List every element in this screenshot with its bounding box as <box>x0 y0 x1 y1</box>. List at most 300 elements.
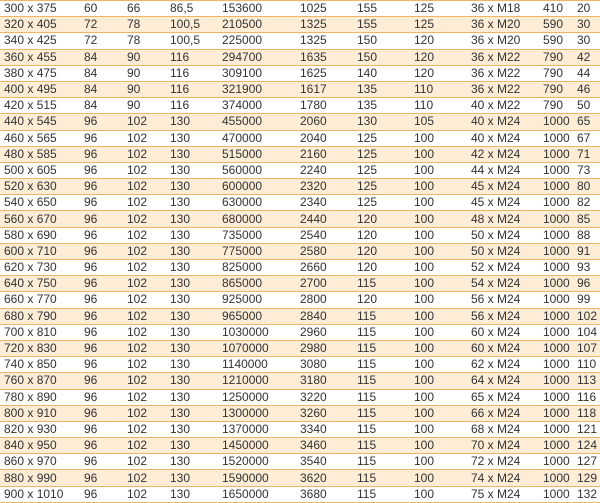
table-cell: 3220 <box>296 389 353 405</box>
table-cell: 100 <box>410 260 467 276</box>
table-cell: 20 <box>573 1 600 17</box>
table-cell: 102 <box>123 292 166 308</box>
table-cell: 1520000 <box>218 454 296 470</box>
table-cell: 96 <box>80 421 123 437</box>
table-cell: 1000 <box>539 486 573 502</box>
table-cell: 102 <box>123 114 166 130</box>
table-cell: 925000 <box>218 292 296 308</box>
table-cell: 1370000 <box>218 421 296 437</box>
table-cell: 620 x 730 <box>0 260 80 276</box>
table-cell: 99 <box>573 292 600 308</box>
table-cell: 740 x 850 <box>0 357 80 373</box>
table-row <box>0 373 600 389</box>
table-cell: 96 <box>80 227 123 243</box>
table-row <box>0 179 600 195</box>
table-body <box>0 1 600 503</box>
table-cell: 2580 <box>296 243 353 259</box>
table-cell: 100,5 <box>166 33 218 49</box>
table-cell: 130 <box>166 324 218 340</box>
table-cell: 420 x 515 <box>0 98 80 114</box>
table-cell: 865000 <box>218 276 296 292</box>
table-cell: 2160 <box>296 146 353 162</box>
table-cell: 120 <box>410 33 467 49</box>
table-row <box>0 438 600 454</box>
table-cell: 630000 <box>218 195 296 211</box>
table-cell: 900 x 1010 <box>0 486 80 502</box>
table-cell: 2980 <box>296 340 353 356</box>
table-row <box>0 146 600 162</box>
table-cell: 40 x M22 <box>467 98 539 114</box>
table-cell: 130 <box>166 146 218 162</box>
table-cell: 65 x M24 <box>467 389 539 405</box>
table-cell: 115 <box>353 308 410 324</box>
table-cell: 56 x M24 <box>467 308 539 324</box>
table-cell: 3180 <box>296 373 353 389</box>
table-cell: 155 <box>353 17 410 33</box>
table-cell: 42 x M24 <box>467 146 539 162</box>
table-cell: 3540 <box>296 454 353 470</box>
table-cell: 72 <box>80 17 123 33</box>
table-row <box>0 211 600 227</box>
table-cell: 1000 <box>539 373 573 389</box>
table-cell: 130 <box>166 227 218 243</box>
table-cell: 294700 <box>218 49 296 65</box>
table-cell: 125 <box>353 146 410 162</box>
table-cell: 515000 <box>218 146 296 162</box>
table-cell: 130 <box>166 405 218 421</box>
table-row <box>0 130 600 146</box>
table-cell: 64 x M24 <box>467 373 539 389</box>
table-row <box>0 357 600 373</box>
table-cell: 96 <box>80 308 123 324</box>
table-cell: 3680 <box>296 486 353 502</box>
table-row <box>0 195 600 211</box>
table-cell: 2440 <box>296 211 353 227</box>
table-cell: 540 x 650 <box>0 195 80 211</box>
table-cell: 1450000 <box>218 438 296 454</box>
table-cell: 100 <box>410 389 467 405</box>
table-cell: 130 <box>166 130 218 146</box>
table-cell: 3460 <box>296 438 353 454</box>
table-cell: 54 x M24 <box>467 276 539 292</box>
table-cell: 100 <box>410 227 467 243</box>
table-cell: 96 <box>80 276 123 292</box>
table-cell: 309100 <box>218 65 296 81</box>
table-cell: 30 <box>573 17 600 33</box>
table-cell: 36 x M22 <box>467 81 539 97</box>
table-cell: 1780 <box>296 98 353 114</box>
table-cell: 105 <box>410 114 467 130</box>
table-cell: 1000 <box>539 114 573 130</box>
table-cell: 680000 <box>218 211 296 227</box>
table-cell: 116 <box>166 65 218 81</box>
table-cell: 102 <box>123 243 166 259</box>
table-cell: 440 x 545 <box>0 114 80 130</box>
table-cell: 96 <box>80 114 123 130</box>
table-cell: 116 <box>166 98 218 114</box>
table-cell: 36 x M20 <box>467 17 539 33</box>
table-cell: 590 <box>539 17 573 33</box>
table-cell: 102 <box>123 130 166 146</box>
table-cell: 78 <box>123 17 166 33</box>
table-cell: 790 <box>539 65 573 81</box>
table-cell: 102 <box>123 195 166 211</box>
table-cell: 700 x 810 <box>0 324 80 340</box>
table-cell: 124 <box>573 438 600 454</box>
table-cell: 340 x 425 <box>0 33 80 49</box>
table-cell: 102 <box>123 373 166 389</box>
table-cell: 1250000 <box>218 389 296 405</box>
table-cell: 1070000 <box>218 340 296 356</box>
table-cell: 790 <box>539 81 573 97</box>
table-cell: 130 <box>166 292 218 308</box>
table-cell: 110 <box>573 357 600 373</box>
table-row <box>0 292 600 308</box>
table-cell: 380 x 475 <box>0 65 80 81</box>
table-cell: 1000 <box>539 438 573 454</box>
table-cell: 120 <box>353 292 410 308</box>
table-cell: 2540 <box>296 227 353 243</box>
table-cell: 100 <box>410 292 467 308</box>
table-cell: 100 <box>410 357 467 373</box>
table-cell: 135 <box>353 81 410 97</box>
table-cell: 80 <box>573 179 600 195</box>
table-cell: 3620 <box>296 470 353 486</box>
table-cell: 1000 <box>539 357 573 373</box>
table-cell: 102 <box>123 227 166 243</box>
table-cell: 135 <box>353 98 410 114</box>
table-cell: 115 <box>353 340 410 356</box>
table-cell: 735000 <box>218 227 296 243</box>
table-cell: 82 <box>573 195 600 211</box>
table-cell: 102 <box>123 146 166 162</box>
table-cell: 115 <box>353 421 410 437</box>
table-cell: 1000 <box>539 340 573 356</box>
table-cell: 1000 <box>539 260 573 276</box>
table-cell: 102 <box>123 260 166 276</box>
table-cell: 102 <box>123 308 166 324</box>
table-cell: 130 <box>166 438 218 454</box>
table-cell: 125 <box>353 162 410 178</box>
table-cell: 96 <box>80 292 123 308</box>
table-cell: 102 <box>123 486 166 502</box>
table-cell: 130 <box>166 211 218 227</box>
table-cell: 84 <box>80 49 123 65</box>
table-cell: 102 <box>573 308 600 324</box>
table-cell: 1000 <box>539 470 573 486</box>
table-cell: 115 <box>353 357 410 373</box>
table-cell: 1650000 <box>218 486 296 502</box>
table-cell: 130 <box>166 421 218 437</box>
table-cell: 91 <box>573 243 600 259</box>
table-row <box>0 227 600 243</box>
table-row <box>0 454 600 470</box>
table-cell: 760 x 870 <box>0 373 80 389</box>
table-cell: 67 <box>573 130 600 146</box>
table-cell: 100 <box>410 211 467 227</box>
table-cell: 1000 <box>539 243 573 259</box>
table-cell: 74 x M24 <box>467 470 539 486</box>
table-cell: 125 <box>410 17 467 33</box>
table-cell: 72 x M24 <box>467 454 539 470</box>
table-cell: 640 x 750 <box>0 276 80 292</box>
table-cell: 1325 <box>296 33 353 49</box>
table-cell: 96 <box>80 340 123 356</box>
table-cell: 120 <box>353 260 410 276</box>
table-cell: 68 x M24 <box>467 421 539 437</box>
table-cell: 125 <box>410 1 467 17</box>
table-cell: 374000 <box>218 98 296 114</box>
table-row <box>0 308 600 324</box>
table-cell: 100 <box>410 373 467 389</box>
table-cell: 86,5 <box>166 1 218 17</box>
table-cell: 90 <box>123 81 166 97</box>
table-row <box>0 81 600 97</box>
table-cell: 102 <box>123 179 166 195</box>
table-cell: 130 <box>166 114 218 130</box>
table-cell: 130 <box>166 486 218 502</box>
table-cell: 30 <box>573 33 600 49</box>
table-cell: 44 x M24 <box>467 162 539 178</box>
table-cell: 96 <box>80 162 123 178</box>
table-cell: 3260 <box>296 405 353 421</box>
table-cell: 129 <box>573 470 600 486</box>
table-cell: 1000 <box>539 389 573 405</box>
table-cell: 130 <box>166 454 218 470</box>
table-cell: 130 <box>166 373 218 389</box>
table-row <box>0 243 600 259</box>
table-cell: 1000 <box>539 308 573 324</box>
table-cell: 100 <box>410 438 467 454</box>
table-cell: 36 x M20 <box>467 33 539 49</box>
table-cell: 70 x M24 <box>467 438 539 454</box>
table-cell: 88 <box>573 227 600 243</box>
table-cell: 130 <box>166 357 218 373</box>
table-cell: 2320 <box>296 179 353 195</box>
table-cell: 100 <box>410 324 467 340</box>
table-cell: 1325 <box>296 17 353 33</box>
table-cell: 130 <box>166 195 218 211</box>
table-cell: 110 <box>410 98 467 114</box>
table-cell: 225000 <box>218 33 296 49</box>
table-cell: 1000 <box>539 227 573 243</box>
table-row <box>0 162 600 178</box>
table-cell: 1140000 <box>218 357 296 373</box>
table-cell: 96 <box>80 438 123 454</box>
table-cell: 127 <box>573 454 600 470</box>
table-cell: 1030000 <box>218 324 296 340</box>
table-row <box>0 340 600 356</box>
table-cell: 60 <box>80 1 123 17</box>
table-cell: 100 <box>410 454 467 470</box>
table-cell: 66 x M24 <box>467 405 539 421</box>
table-cell: 400 x 495 <box>0 81 80 97</box>
table-cell: 115 <box>353 454 410 470</box>
table-cell: 100 <box>410 179 467 195</box>
table-cell: 93 <box>573 260 600 276</box>
table-cell: 1000 <box>539 276 573 292</box>
table-cell: 102 <box>123 405 166 421</box>
table-cell: 1000 <box>539 421 573 437</box>
table-cell: 360 x 455 <box>0 49 80 65</box>
table-cell: 116 <box>166 81 218 97</box>
table-cell: 102 <box>123 421 166 437</box>
table-cell: 100 <box>410 470 467 486</box>
table-row <box>0 33 600 49</box>
table-cell: 102 <box>123 324 166 340</box>
table-cell: 790 <box>539 98 573 114</box>
table-row <box>0 421 600 437</box>
table-row <box>0 276 600 292</box>
table-cell: 1617 <box>296 81 353 97</box>
table-cell: 40 x M24 <box>467 130 539 146</box>
table-cell: 321900 <box>218 81 296 97</box>
table-cell: 965000 <box>218 308 296 324</box>
table-cell: 775000 <box>218 243 296 259</box>
table-cell: 100,5 <box>166 17 218 33</box>
table-cell: 1635 <box>296 49 353 65</box>
table-cell: 820 x 930 <box>0 421 80 437</box>
table-cell: 48 x M24 <box>467 211 539 227</box>
table-cell: 100 <box>410 405 467 421</box>
table-cell: 2340 <box>296 195 353 211</box>
table-cell: 800 x 910 <box>0 405 80 421</box>
table-cell: 110 <box>410 81 467 97</box>
table-cell: 460 x 565 <box>0 130 80 146</box>
table-cell: 153600 <box>218 1 296 17</box>
table-cell: 100 <box>410 195 467 211</box>
table-cell: 130 <box>166 340 218 356</box>
table-cell: 73 <box>573 162 600 178</box>
table-cell: 60 x M24 <box>467 340 539 356</box>
table-cell: 130 <box>166 179 218 195</box>
table-cell: 113 <box>573 373 600 389</box>
table-cell: 75 x M24 <box>467 486 539 502</box>
table-cell: 102 <box>123 357 166 373</box>
table-cell: 130 <box>166 389 218 405</box>
table-cell: 36 x M22 <box>467 65 539 81</box>
table-cell: 96 <box>80 146 123 162</box>
table-cell: 600 x 710 <box>0 243 80 259</box>
table-cell: 2660 <box>296 260 353 276</box>
table-cell: 500 x 605 <box>0 162 80 178</box>
table-cell: 100 <box>410 308 467 324</box>
table-cell: 115 <box>353 486 410 502</box>
table-cell: 3080 <box>296 357 353 373</box>
table-row <box>0 98 600 114</box>
table-cell: 120 <box>353 243 410 259</box>
table-cell: 100 <box>410 340 467 356</box>
table-cell: 720 x 830 <box>0 340 80 356</box>
table-cell: 130 <box>166 276 218 292</box>
table-cell: 90 <box>123 98 166 114</box>
table-cell: 860 x 970 <box>0 454 80 470</box>
table-row <box>0 470 600 486</box>
table-cell: 155 <box>353 1 410 17</box>
table-cell: 115 <box>353 389 410 405</box>
table-cell: 120 <box>353 227 410 243</box>
table-cell: 116 <box>166 49 218 65</box>
table-cell: 96 <box>80 454 123 470</box>
table-cell: 455000 <box>218 114 296 130</box>
table-cell: 2960 <box>296 324 353 340</box>
table-cell: 116 <box>573 389 600 405</box>
table-cell: 66 <box>123 1 166 17</box>
table-row <box>0 324 600 340</box>
table-cell: 85 <box>573 211 600 227</box>
table-cell: 2700 <box>296 276 353 292</box>
table-cell: 96 <box>80 405 123 421</box>
table-cell: 130 <box>166 308 218 324</box>
table-cell: 84 <box>80 65 123 81</box>
table-cell: 1000 <box>539 211 573 227</box>
table-cell: 125 <box>353 195 410 211</box>
table-cell: 96 <box>80 211 123 227</box>
table-cell: 56 x M24 <box>467 292 539 308</box>
table-cell: 115 <box>353 324 410 340</box>
table-cell: 36 x M18 <box>467 1 539 17</box>
table-cell: 470000 <box>218 130 296 146</box>
table-cell: 1000 <box>539 195 573 211</box>
table-cell: 880 x 990 <box>0 470 80 486</box>
table-row <box>0 486 600 502</box>
table-cell: 840 x 950 <box>0 438 80 454</box>
table-cell: 100 <box>410 421 467 437</box>
table-cell: 1000 <box>539 162 573 178</box>
table-cell: 130 <box>166 260 218 276</box>
table-cell: 410 <box>539 1 573 17</box>
table-cell: 90 <box>123 65 166 81</box>
table-cell: 44 <box>573 65 600 81</box>
table-cell: 115 <box>353 276 410 292</box>
table-cell: 96 <box>80 470 123 486</box>
table-cell: 96 <box>80 260 123 276</box>
table-cell: 102 <box>123 276 166 292</box>
table-cell: 78 <box>123 33 166 49</box>
table-cell: 36 x M22 <box>467 49 539 65</box>
table-cell: 130 <box>166 470 218 486</box>
table-cell: 210500 <box>218 17 296 33</box>
table-cell: 102 <box>123 340 166 356</box>
table-cell: 300 x 375 <box>0 1 80 17</box>
table-cell: 2840 <box>296 308 353 324</box>
table-cell: 1000 <box>539 179 573 195</box>
table-cell: 115 <box>353 405 410 421</box>
table-cell: 102 <box>123 389 166 405</box>
table-cell: 2240 <box>296 162 353 178</box>
table-cell: 560 x 670 <box>0 211 80 227</box>
table-cell: 120 <box>410 65 467 81</box>
table-row <box>0 389 600 405</box>
table-cell: 100 <box>410 243 467 259</box>
table-row <box>0 1 600 17</box>
table-cell: 125 <box>353 179 410 195</box>
table-cell: 2040 <box>296 130 353 146</box>
table-cell: 118 <box>573 405 600 421</box>
table-row <box>0 65 600 81</box>
table-row <box>0 114 600 130</box>
table-cell: 102 <box>123 470 166 486</box>
table-cell: 102 <box>123 162 166 178</box>
table-cell: 125 <box>353 130 410 146</box>
table-cell: 320 x 405 <box>0 17 80 33</box>
table-cell: 115 <box>353 470 410 486</box>
table-cell: 100 <box>410 146 467 162</box>
table-cell: 1300000 <box>218 405 296 421</box>
table-cell: 1625 <box>296 65 353 81</box>
table-cell: 1000 <box>539 405 573 421</box>
table-cell: 45 x M24 <box>467 179 539 195</box>
